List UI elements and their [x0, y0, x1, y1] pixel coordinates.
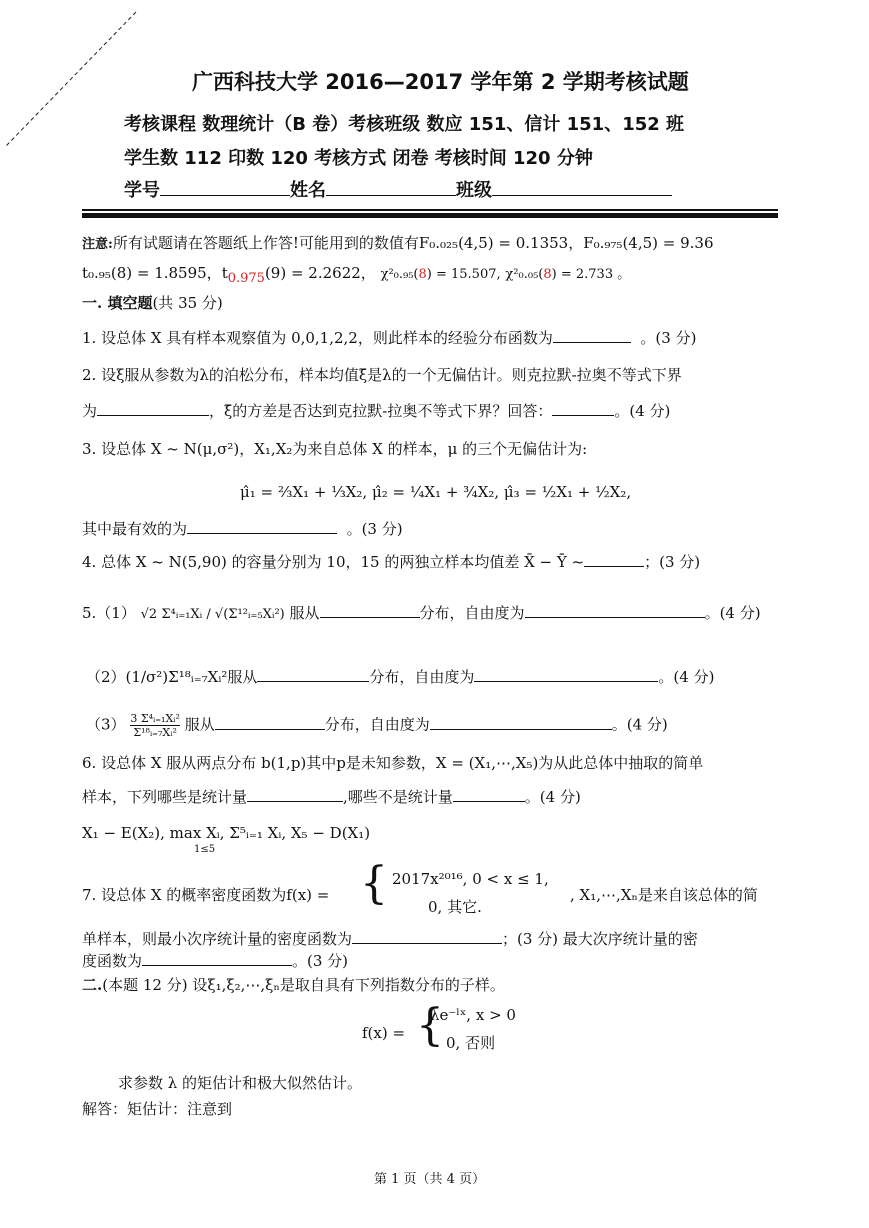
- q6-max-subscript: 1≤5: [194, 844, 216, 855]
- q5-2-dof-blank[interactable]: [474, 667, 658, 682]
- header-stats-line: 学生数 112 印数 120 考核方式 闭卷 考核时间 120 分钟: [124, 148, 593, 169]
- q2-answer-blank[interactable]: [552, 401, 614, 416]
- student-name-label: 姓名: [290, 180, 326, 201]
- section2-case-2: 0, 否则: [446, 1034, 496, 1052]
- chi-value-2-post: ) = 2.733 。: [551, 267, 631, 282]
- header-rule-thin: [82, 209, 778, 211]
- q5-2-dof-label: 分布，自由度为: [369, 668, 475, 686]
- notice-line-1: [82, 232, 714, 253]
- q1-text: 1. 设总体 X 具有样本观察值为 0,0,1,2,2，则此样本的经验分布函数为: [82, 329, 553, 347]
- chi-value-2-pre: χ²₀.₀₅(: [505, 267, 544, 282]
- header-rule-thick: [82, 213, 778, 218]
- q5-1-score: 。(4 分): [704, 604, 761, 622]
- notice-label: 注意:: [82, 237, 113, 252]
- header-course-line: 考核课程 数理统计（B 卷）考核班级 数应 151、信计 151、152 班: [124, 114, 685, 135]
- q3-answer-blank[interactable]: [187, 519, 337, 534]
- question-5-1: [82, 602, 761, 623]
- q2-score: 。(4 分): [614, 402, 671, 420]
- student-id-blank[interactable]: [160, 181, 290, 196]
- header-student-line: [124, 176, 672, 202]
- q7-max-blank[interactable]: [142, 951, 292, 966]
- q6-stat-label: 样本，下列哪些是统计量: [82, 788, 248, 806]
- q4-text: 4. 总体 X ~ N(5,90) 的容量分别为 10，15 的两独立样本均值差 X̄ − Ȳ ~: [82, 553, 585, 571]
- question-1: [82, 327, 696, 348]
- q5-2-expr: (1/σ²)Σ¹⁸ᵢ₌₇Xᵢ²服从: [125, 668, 258, 686]
- question-3-end: [82, 518, 403, 539]
- q1-answer-blank[interactable]: [553, 328, 631, 343]
- q5-3-fraction: [130, 712, 180, 739]
- student-id-label: 学号: [124, 180, 160, 201]
- q7-max-label-end: 度函数为: [82, 952, 143, 970]
- section2-text: (本题 12 分) 设ξ₁,ξ₂,⋯,ξₙ是取自具有下列指数分布的子样。: [102, 976, 505, 994]
- section1-heading: [82, 292, 223, 313]
- question-6-line-a: 6. 设总体 X 服从两点分布 b(1,p)其中p是未知参数，X = (X₁,⋯,X₅)为从此总体中抽取的简单: [82, 754, 704, 772]
- q5-3-numerator: 3 Σ⁴ᵢ₌₁Xᵢ²: [130, 712, 180, 725]
- q6-nonstat-label: ,哪些不是统计量: [343, 788, 453, 806]
- chi-value-2-arg: 8: [543, 267, 552, 282]
- q7-min-blank[interactable]: [352, 929, 502, 944]
- q1-score: 。(3 分): [640, 329, 697, 347]
- t-value-2-pre: t: [221, 264, 228, 282]
- q5-3-dof-label: 分布，自由度为: [324, 715, 430, 734]
- q5-1-follows: 服从: [289, 604, 320, 622]
- section2-task: 求参数 λ 的矩估计和极大似然估计。: [118, 1074, 363, 1092]
- q2-bound-blank[interactable]: [97, 401, 209, 416]
- q6-expressions: X₁ − E(X₂), max Xᵢ, Σ⁵ᵢ₌₁ Xᵢ, X₅ − D(X₁): [82, 824, 371, 842]
- t-value-2-sub: 0.975: [227, 271, 265, 286]
- q5-2-score: 。(4 分): [658, 668, 715, 686]
- q5-1-dof-blank[interactable]: [525, 603, 705, 618]
- q5-2-dist-blank[interactable]: [257, 667, 369, 682]
- q4-answer-blank[interactable]: [584, 552, 644, 567]
- q2-question: ，ξ̄的方差是否达到克拉默-拉奥不等式下界？回答：: [209, 402, 553, 420]
- page-footer: 第 1 页（共 4 页）: [374, 1172, 486, 1187]
- q5-3-dof-blank[interactable]: [430, 715, 612, 730]
- q7-case-2: 0, 其它.: [428, 898, 482, 916]
- q5-3-score: 。(4 分): [611, 715, 668, 734]
- q7-max-label: ；(3 分) 最大次序统计量的密: [502, 930, 698, 948]
- q7-min-label: 单样本，则最小次序统计量的密度函数为: [82, 930, 353, 948]
- q5-1-fraction: √2 Σ⁴ᵢ₌₁Xᵢ / √(Σ¹²ᵢ₌₅Xᵢ²): [140, 607, 285, 622]
- q6-score: 。(4 分): [524, 788, 581, 806]
- chi-value-1-arg: 8: [418, 267, 427, 282]
- question-5-2: [86, 666, 714, 687]
- question-3: 3. 设总体 X ~ N(μ,σ²)，X₁,X₂为来自总体 X 的样本，μ 的三个无偏估计为:: [82, 440, 588, 458]
- q5-3-dist-blank[interactable]: [215, 715, 325, 730]
- q3-formula: μ̂₁ = ⅔X₁ + ⅓X₂, μ̂₂ = ¼X₁ + ¾X₂, μ̂₃ = ½X₁ + ½X₂,: [240, 483, 632, 501]
- q5-1-dist-blank[interactable]: [320, 603, 420, 618]
- student-name-blank[interactable]: [326, 181, 456, 196]
- q6-stat-blank[interactable]: [247, 787, 343, 802]
- question-7-line-b: [82, 928, 698, 949]
- q7-score: 。(3 分): [292, 952, 349, 970]
- section2-title: 二.: [82, 976, 103, 994]
- question-6-line-b: [82, 786, 581, 807]
- q2-prefix: 为: [82, 402, 98, 420]
- chi-value-1-post: ) = 15.507,: [426, 267, 501, 282]
- section1-title: 一. 填空题: [82, 294, 153, 312]
- page-title: 广西科技大学 2016—2017 学年第 2 学期考核试题: [192, 70, 689, 94]
- notice-line-2: [82, 262, 630, 286]
- section1-score: (共 35 分): [152, 294, 223, 312]
- question-5-3: [86, 712, 668, 739]
- question-7-line-a: 7. 设总体 X 的概率密度函数为f(x) =: [82, 886, 330, 904]
- q6-nonstat-blank[interactable]: [453, 787, 525, 802]
- chi-value-1-pre: χ²₀.₉₅(: [380, 267, 419, 282]
- q5-1-label: 5.（1）: [82, 604, 136, 622]
- q5-3-denominator: Σ¹⁸ᵢ₌₇Xᵢ²: [133, 726, 177, 739]
- question-7-line-c: [82, 950, 348, 971]
- question-4: [82, 551, 700, 572]
- section2-intro: [82, 974, 505, 995]
- section2-f-lhs: f(x) =: [362, 1024, 406, 1042]
- q3-end-text: 其中最有效的为: [82, 520, 188, 538]
- question-2-line-b: [82, 400, 670, 421]
- q5-3-label: （3）: [86, 715, 126, 734]
- q3-score: 。(3 分): [346, 520, 403, 538]
- t-value-2-post: (9) = 2.2622，: [264, 264, 376, 282]
- q5-1-dof-label: 分布，自由度为: [419, 604, 525, 622]
- section2-case-1: λe⁻ˡˣ, x > 0: [430, 1006, 516, 1024]
- notice-text: 所有试题请在答题纸上作答!可能用到的数值有F₀.₀₂₅(4,5) = 0.1353，F₀.₉₇₅(4,5) = 9.36: [112, 234, 714, 252]
- q7-case-1: 2017x²⁰¹⁶, 0 < x ≤ 1,: [392, 870, 549, 888]
- fold-dashed-line: [0, 0, 150, 160]
- q5-3-follows: 服从: [184, 715, 215, 734]
- q7-brace: {: [360, 858, 388, 909]
- student-class-label: 班级: [456, 180, 492, 201]
- question-7-line-a-end: , X₁,⋯,Xₙ是来自该总体的简: [570, 886, 758, 904]
- section2-answer: 解答：矩估计：注意到: [82, 1100, 233, 1118]
- section2-brace: {: [416, 1000, 444, 1051]
- q5-2-label: （2）: [86, 668, 126, 686]
- q4-score: ；(3 分): [644, 553, 701, 571]
- student-class-blank[interactable]: [492, 181, 672, 196]
- question-2-line-a: 2. 设ξ服从参数为λ的泊松分布，样本均值ξ̄是λ的一个无偏估计。则克拉默-拉奥不等式下界: [82, 366, 682, 384]
- t-value-1: t₀.₉₅(8) = 1.8595，: [82, 264, 222, 282]
